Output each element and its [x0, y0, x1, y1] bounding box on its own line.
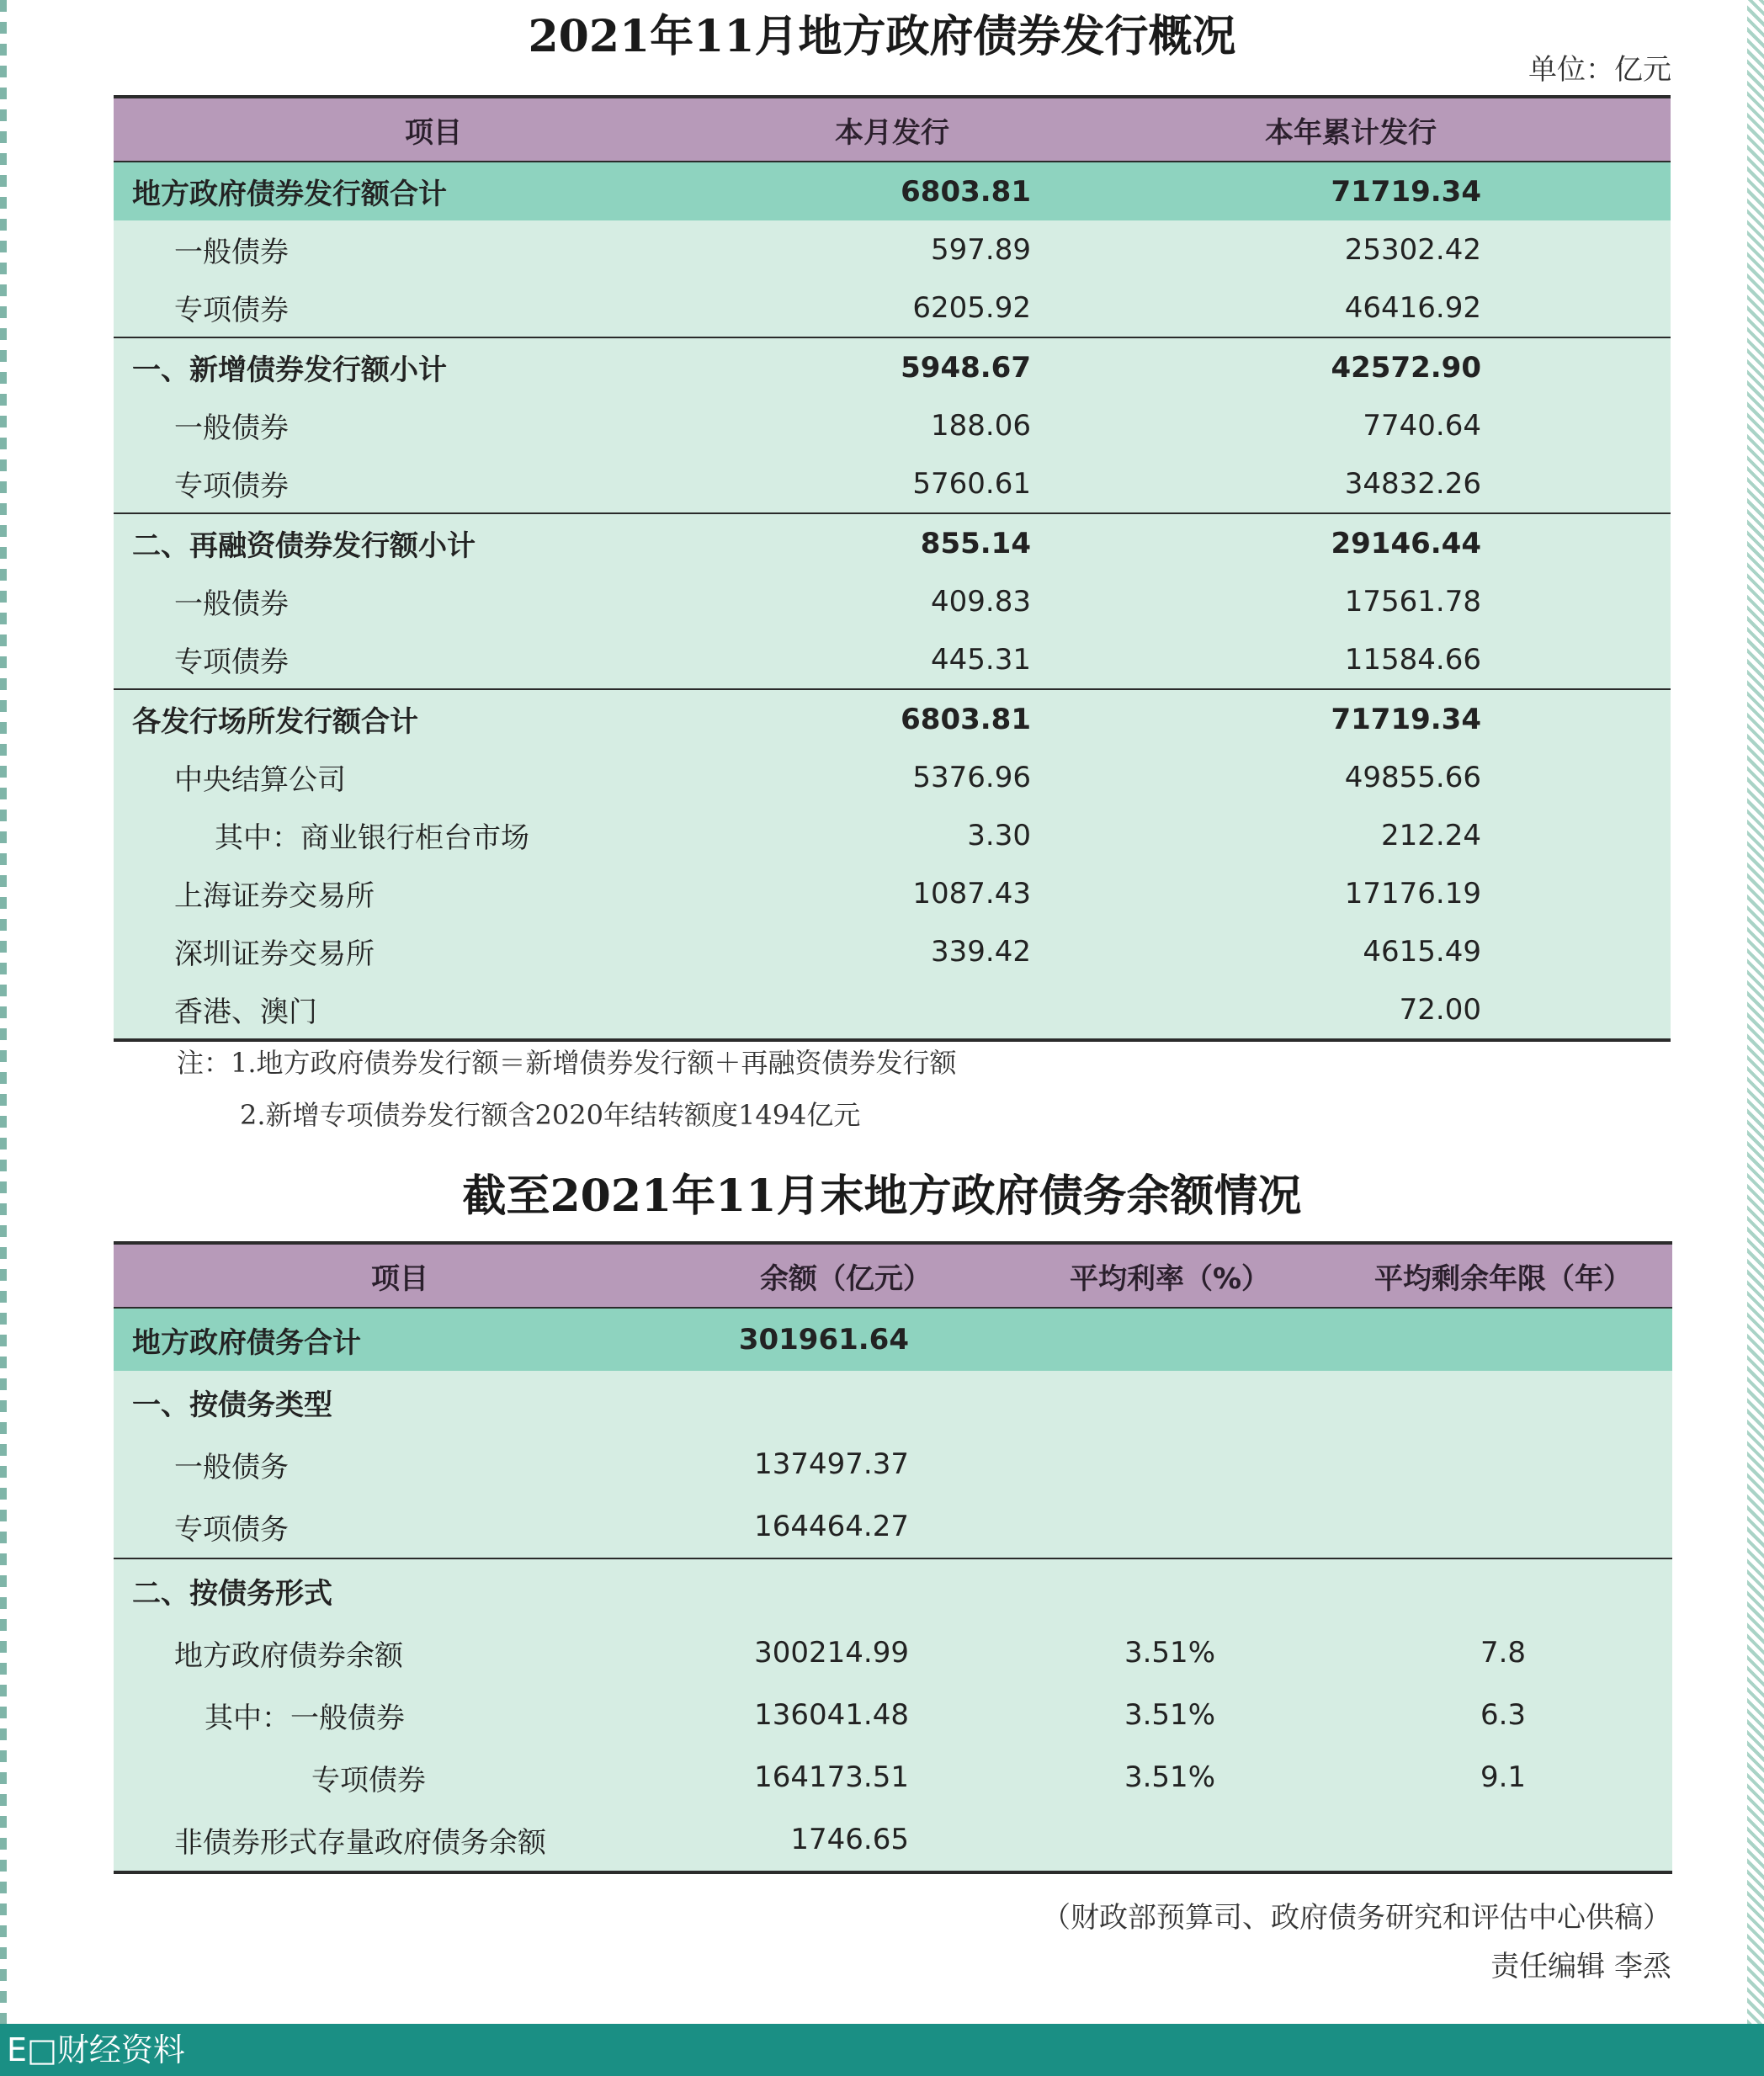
- footer-bar: [0, 2024, 1764, 2076]
- row-label: 上海证券交易所: [114, 864, 753, 922]
- ytd-value: 72.00: [1031, 980, 1671, 1040]
- table-header-row: [114, 1243, 1672, 1308]
- balance-value: 1746.65: [686, 1808, 1006, 1872]
- years-value: 7.8: [1334, 1622, 1672, 1684]
- row-label: 各发行场所发行额合计: [114, 689, 753, 748]
- credit-block: [1042, 1893, 1671, 1991]
- table-row: [114, 1808, 1672, 1872]
- row-label: 专项债券: [114, 630, 753, 689]
- years-value: [1334, 1308, 1672, 1371]
- rate-value: [1006, 1433, 1334, 1495]
- table-row: [114, 1433, 1672, 1495]
- ytd-value: 11584.66: [1031, 630, 1671, 689]
- years-value: [1334, 1371, 1672, 1433]
- month-value: 6803.81: [753, 689, 1031, 748]
- table-row: [114, 1622, 1672, 1684]
- month-value: [753, 980, 1031, 1040]
- month-value: 6803.81: [753, 162, 1031, 220]
- row-label: 非债券形式存量政府债务余额: [114, 1808, 686, 1872]
- month-value: 6205.92: [753, 279, 1031, 337]
- table-row: [114, 1684, 1672, 1746]
- years-value: [1334, 1558, 1672, 1622]
- rate-value: 3.51%: [1006, 1746, 1334, 1808]
- editor-credit: 责任编辑 李烝: [1490, 1950, 1671, 1983]
- table-row: [114, 864, 1671, 922]
- row-label: 专项债券: [114, 454, 753, 513]
- row-label: 地方政府债务合计: [114, 1308, 686, 1371]
- rate-value: 3.51%: [1006, 1684, 1334, 1746]
- table-row: [114, 572, 1671, 630]
- row-label: 二、再融资债券发行额小计: [114, 513, 753, 572]
- balance-value: [686, 1371, 1006, 1433]
- left-edge-decoration: [0, 0, 7, 2024]
- ytd-value: 42572.90: [1031, 337, 1671, 396]
- rate-value: [1006, 1495, 1334, 1558]
- month-value: 339.42: [753, 922, 1031, 980]
- table2-title: 截至2021年11月末地方政府债务余额情况: [462, 1171, 1302, 1222]
- month-value: 3.30: [753, 806, 1031, 864]
- table-row: [114, 396, 1671, 454]
- ytd-value: 25302.42: [1031, 220, 1671, 279]
- ytd-value: 34832.26: [1031, 454, 1671, 513]
- ytd-value: 49855.66: [1031, 748, 1671, 806]
- table-row: [114, 220, 1671, 279]
- row-label: 专项债券: [114, 1746, 686, 1808]
- balance-value: 164464.27: [686, 1495, 1006, 1558]
- month-value: 409.83: [753, 572, 1031, 630]
- balance-value: 164173.51: [686, 1746, 1006, 1808]
- debt-balance-table: [114, 1241, 1672, 1874]
- table1-notes: [177, 1037, 957, 1141]
- years-value: [1334, 1433, 1672, 1495]
- rate-value: [1006, 1558, 1334, 1622]
- ytd-value: 7740.64: [1031, 396, 1671, 454]
- issuance-table: [114, 95, 1671, 1042]
- note-1: 注：1.地方政府债券发行额＝新增债券发行额＋再融资债券发行额: [177, 1047, 957, 1079]
- ytd-value: 46416.92: [1031, 279, 1671, 337]
- row-label: 专项债券: [114, 279, 753, 337]
- month-value: 188.06: [753, 396, 1031, 454]
- table-row: [114, 806, 1671, 864]
- row-label: 香港、澳门: [114, 980, 753, 1040]
- col-header-rate: 平均利率（%）: [1006, 1243, 1334, 1308]
- table-row: [114, 1558, 1672, 1622]
- table-row: [114, 1746, 1672, 1808]
- balance-value: [686, 1558, 1006, 1622]
- row-label: 中央结算公司: [114, 748, 753, 806]
- month-value: 855.14: [753, 513, 1031, 572]
- years-value: [1334, 1808, 1672, 1872]
- row-label: 地方政府债券发行额合计: [114, 162, 753, 220]
- years-value: 9.1: [1334, 1746, 1672, 1808]
- years-value: [1334, 1495, 1672, 1558]
- month-value: 445.31: [753, 630, 1031, 689]
- ytd-value: 29146.44: [1031, 513, 1671, 572]
- ytd-value: 17176.19: [1031, 864, 1671, 922]
- month-value: 5948.67: [753, 337, 1031, 396]
- section-label: E□财经资料: [7, 2031, 185, 2068]
- table-row: [114, 689, 1671, 748]
- month-value: 597.89: [753, 220, 1031, 279]
- col-header-item: 项目: [114, 1243, 686, 1308]
- ytd-value: 212.24: [1031, 806, 1671, 864]
- table-row: [114, 337, 1671, 396]
- ytd-value: 17561.78: [1031, 572, 1671, 630]
- table-row: [114, 1308, 1672, 1371]
- row-label: 其中：商业银行柜台市场: [114, 806, 753, 864]
- col-header-month: 本月发行: [753, 97, 1031, 162]
- table-row: [114, 162, 1671, 220]
- table-row: [114, 748, 1671, 806]
- row-label: 一般债券: [114, 396, 753, 454]
- table-row: [114, 279, 1671, 337]
- ytd-value: 71719.34: [1031, 162, 1671, 220]
- table-row: [114, 513, 1671, 572]
- col-header-years: 平均剩余年限（年）: [1334, 1243, 1672, 1308]
- col-header-item: 项目: [114, 97, 753, 162]
- row-label: 专项债务: [114, 1495, 686, 1558]
- ytd-value: 4615.49: [1031, 922, 1671, 980]
- table1-title: 2021年11月地方政府债券发行概况: [528, 11, 1236, 62]
- col-header-balance: 余额（亿元）: [686, 1243, 1006, 1308]
- month-value: 1087.43: [753, 864, 1031, 922]
- balance-value: 300214.99: [686, 1622, 1006, 1684]
- table-row: [114, 454, 1671, 513]
- table-header-row: [114, 97, 1671, 162]
- row-label: 二、按债务形式: [114, 1558, 686, 1622]
- table-row: [114, 630, 1671, 689]
- table-row: [114, 1371, 1672, 1433]
- note-2: 2.新增专项债券发行额含2020年结转额度1494亿元: [240, 1099, 861, 1131]
- rate-value: [1006, 1808, 1334, 1872]
- balance-value: 301961.64: [686, 1308, 1006, 1371]
- row-label: 其中：一般债券: [114, 1684, 686, 1746]
- month-value: 5760.61: [753, 454, 1031, 513]
- row-label: 一、新增债券发行额小计: [114, 337, 753, 396]
- years-value: 6.3: [1334, 1684, 1672, 1746]
- row-label: 深圳证券交易所: [114, 922, 753, 980]
- source-credit: （财政部预算司、政府债务研究和评估中心供稿）: [1042, 1901, 1671, 1935]
- row-label: 一般债券: [114, 220, 753, 279]
- month-value: 5376.96: [753, 748, 1031, 806]
- rate-value: 3.51%: [1006, 1622, 1334, 1684]
- table-row: [114, 1495, 1672, 1558]
- right-edge-decoration: [1747, 0, 1764, 2024]
- row-label: 地方政府债券余额: [114, 1622, 686, 1684]
- balance-value: 136041.48: [686, 1684, 1006, 1746]
- table-row: [114, 922, 1671, 980]
- col-header-ytd: 本年累计发行: [1031, 97, 1671, 162]
- table-row: [114, 980, 1671, 1040]
- rate-value: [1006, 1371, 1334, 1433]
- ytd-value: 71719.34: [1031, 689, 1671, 748]
- balance-value: 137497.37: [686, 1433, 1006, 1495]
- rate-value: [1006, 1308, 1334, 1371]
- table1-unit: 单位：亿元: [1528, 53, 1671, 87]
- row-label: 一般债务: [114, 1433, 686, 1495]
- row-label: 一般债券: [114, 572, 753, 630]
- row-label: 一、按债务类型: [114, 1371, 686, 1433]
